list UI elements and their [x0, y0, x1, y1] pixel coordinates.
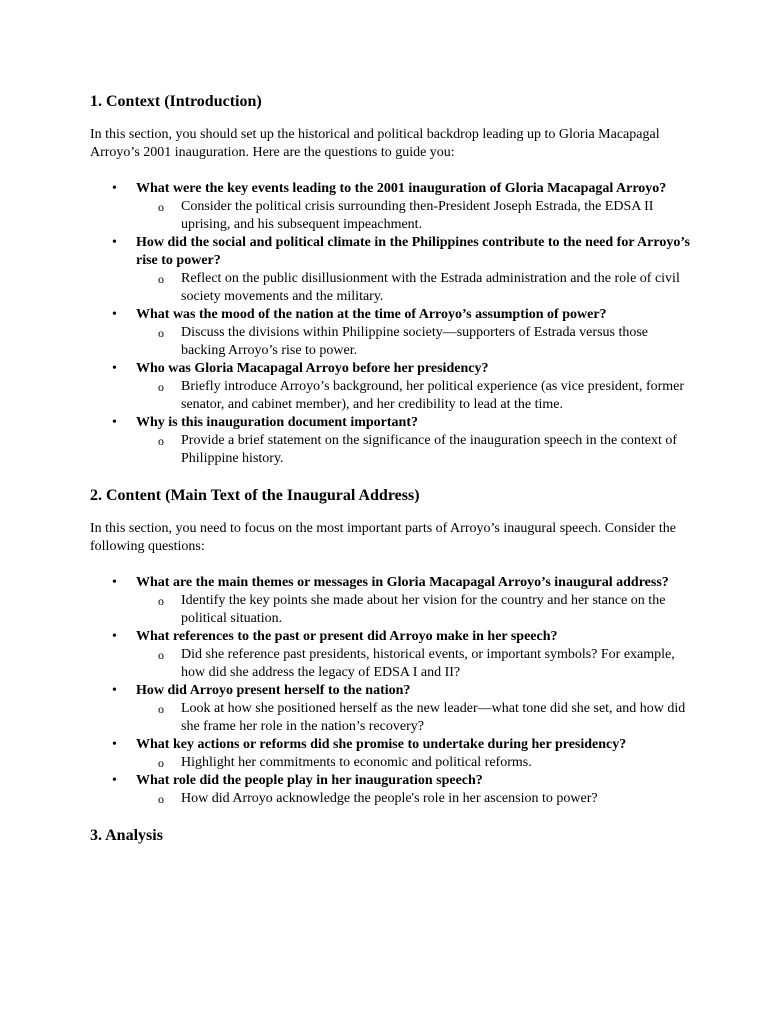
sub-item — [136, 592, 690, 628]
question-text: What were the key events leading to the 2001 inauguration of Gloria Macapagal Arroyo? — [136, 181, 667, 196]
question-text: What references to the past or present did Arroyo make in her speech? — [136, 629, 558, 644]
sub-item-text: Look at how she positioned herself as the new leader—what tone did she set, and how did she frame her role in the nation’s recovery? — [181, 701, 686, 734]
question-list — [90, 180, 690, 468]
question-text: Why is this inauguration document important? — [136, 415, 418, 430]
question-text: Who was Gloria Macapagal Arroyo before her presidency? — [136, 361, 489, 376]
list-item — [90, 682, 690, 736]
sub-bullet-icon: o — [158, 594, 164, 608]
question-text: What are the main themes or messages in Gloria Macapagal Arroyo’s inaugural address? — [136, 575, 669, 590]
list-item — [90, 772, 690, 808]
list-item — [90, 736, 690, 772]
sub-bullet-icon: o — [158, 434, 164, 448]
list-item — [90, 234, 690, 306]
sub-item — [136, 324, 690, 360]
list-item — [90, 306, 690, 360]
question-text: How did the social and political climate in the Philippines contribute to the need for Arroyo’s rise to power? — [136, 235, 690, 268]
section-analysis — [90, 824, 690, 848]
sub-item — [136, 754, 690, 772]
sub-bullet-icon: o — [158, 326, 164, 340]
section-heading: 3. Analysis — [90, 827, 163, 844]
sub-item — [136, 790, 690, 808]
section-heading: 1. Context (Introduction) — [90, 93, 262, 110]
section-content — [90, 484, 690, 808]
sub-item-text: Briefly introduce Arroyo’s background, her political experience (as vice president, former senator, and cabinet member), and her credibility to lead at the time. — [181, 379, 685, 412]
list-item — [90, 414, 690, 468]
bullet-icon: • — [112, 629, 117, 644]
sub-item — [136, 646, 690, 682]
sub-item-text: Discuss the divisions within Philippine society—supporters of Estrada versus those backing Arroyo’s rise to power. — [181, 325, 649, 358]
section-intro: In this section, you need to focus on the most important parts of Arroyo’s inaugural speech. Consider the following questions: — [90, 521, 676, 554]
bullet-icon: • — [112, 181, 117, 196]
question-text: What key actions or reforms did she promise to undertake during her presidency? — [136, 737, 627, 752]
sub-item-text: Highlight her commitments to economic and political reforms. — [181, 755, 532, 770]
bullet-icon: • — [112, 683, 117, 698]
bullet-icon: • — [112, 415, 117, 430]
sub-item-text: Did she reference past presidents, historical events, or important symbols? For example, how did she address the legacy of EDSA I and II? — [181, 647, 675, 680]
question-text: How did Arroyo present herself to the nation? — [136, 683, 411, 698]
sub-item-text: How did Arroyo acknowledge the people's role in her ascension to power? — [181, 791, 598, 806]
question-list — [90, 574, 690, 808]
bullet-icon: • — [112, 737, 117, 752]
sub-bullet-icon: o — [158, 200, 164, 214]
section-heading: 2. Content (Main Text of the Inaugural Address) — [90, 487, 420, 504]
sub-bullet-icon: o — [158, 380, 164, 394]
sub-item-text: Identify the key points she made about her vision for the country and her stance on the political situation. — [181, 593, 666, 626]
list-item — [90, 574, 690, 628]
sub-bullet-icon: o — [158, 702, 164, 716]
sub-bullet-icon: o — [158, 272, 164, 286]
sub-item — [136, 198, 690, 234]
sub-item — [136, 700, 690, 736]
question-text: What role did the people play in her inauguration speech? — [136, 773, 483, 788]
question-text: What was the mood of the nation at the time of Arroyo’s assumption of power? — [136, 307, 607, 322]
list-item — [90, 628, 690, 682]
section-intro: In this section, you should set up the historical and political backdrop leading up to Gloria Macapagal Arroyo’s 2001 inauguration. Here are the questions to guide you: — [90, 127, 660, 160]
sub-item — [136, 270, 690, 306]
sub-item-text: Consider the political crisis surrounding then-President Joseph Estrada, the EDSA II uprising, and his subsequent impeachment. — [181, 199, 654, 232]
bullet-icon: • — [112, 575, 117, 590]
list-item — [90, 180, 690, 234]
list-item — [90, 360, 690, 414]
section-context — [90, 90, 690, 468]
sub-bullet-icon: o — [158, 792, 164, 806]
sub-item — [136, 432, 690, 468]
sub-item — [136, 378, 690, 414]
bullet-icon: • — [112, 361, 117, 376]
sub-bullet-icon: o — [158, 756, 164, 770]
bullet-icon: • — [112, 235, 117, 250]
sub-item-text: Reflect on the public disillusionment with the Estrada administration and the role of civil society movements and the military. — [181, 271, 680, 304]
sub-item-text: Provide a brief statement on the significance of the inauguration speech in the context of Philippine history. — [181, 433, 678, 466]
sub-bullet-icon: o — [158, 648, 164, 662]
document-page — [90, 90, 690, 848]
bullet-icon: • — [112, 773, 117, 788]
bullet-icon: • — [112, 307, 117, 322]
